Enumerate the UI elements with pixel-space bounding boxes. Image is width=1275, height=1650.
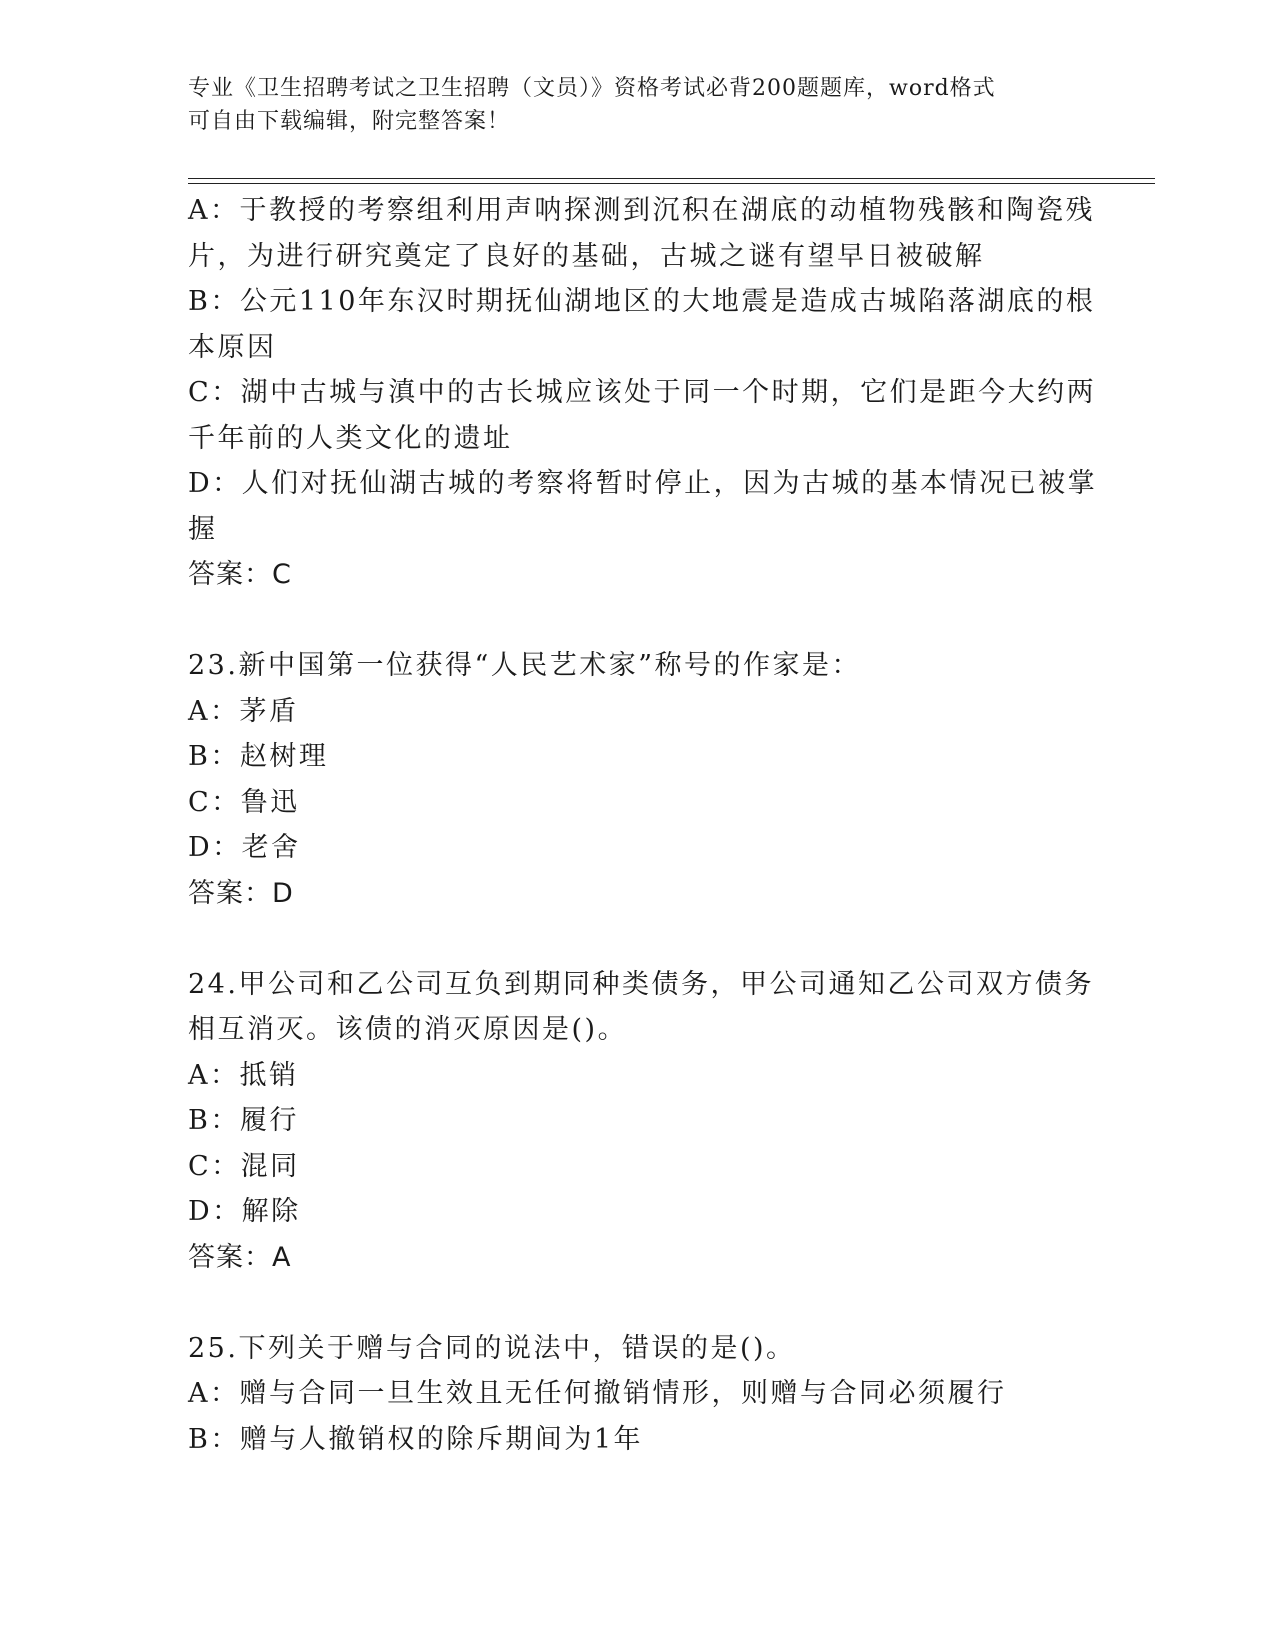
answer-23: 答案：D [188, 877, 294, 909]
question-stem-line-2: 相互消灭。该债的消灭原因是()。 [188, 1014, 628, 1045]
option-c-line-2: 千年前的人类文化的遗址 [188, 422, 513, 454]
option-c: C：混同 [188, 1150, 300, 1182]
spacer [188, 916, 1093, 962]
spacer [188, 1280, 1093, 1326]
header-line-2: 可自由下载编辑，附完整答案！ [188, 109, 511, 134]
option-b: B：赠与人撤销权的除斥期间为1年 [188, 1423, 644, 1455]
question-stem-line-1: 24.甲公司和乙公司互负到期同种类债务，甲公司通知乙公司双方债务 [188, 968, 1094, 1000]
question-22-options [188, 188, 1098, 598]
option-a: A：抵销 [188, 1059, 299, 1091]
option-c: C：鲁迅 [188, 786, 300, 818]
option-b-line-2: 本原因 [188, 331, 277, 363]
option-d-line-1: D：人们对抚仙湖古城的考察将暂时停止，因为古城的基本情况已被掌 [188, 468, 1098, 499]
option-b: B：履行 [188, 1105, 299, 1136]
question-stem: 23.新中国第一位获得“人民艺术家”称号的作家是： [188, 650, 862, 681]
option-a-line-1: A：于教授的考察组利用声呐探测到沉积在湖底的动植物残骸和陶瓷残 [188, 195, 1095, 226]
question-stem: 25.下列关于赠与合同的说法中，错误的是()。 [188, 1332, 796, 1364]
question-24 [188, 962, 1093, 1281]
question-25 [188, 1326, 1093, 1463]
answer-22: 答案：C [188, 559, 292, 590]
option-b: B：赵树理 [188, 741, 329, 772]
option-d-line-2: 握 [188, 513, 218, 545]
question-23 [188, 643, 1093, 916]
document-header [188, 72, 1088, 138]
option-a-line-2: 片，为进行研究奠定了良好的基础，古城之谜有望早日被破解 [188, 240, 985, 272]
option-d: D：解除 [188, 1196, 301, 1227]
document-body [188, 188, 1098, 1462]
option-c-line-1: C：湖中古城与滇中的古长城应该处于同一个时期，它们是距今大约两 [188, 377, 1097, 408]
option-d: D：老舍 [188, 832, 301, 863]
answer-24: 答案：A [188, 1241, 292, 1273]
header-divider-bottom [188, 183, 1155, 184]
spacer [188, 598, 1093, 644]
header-line-1: 专业《卫生招聘考试之卫生招聘（文员）》资格考试必背200题题库，word格式 [188, 76, 996, 101]
option-b-line-1: B：公元110年东汉时期抚仙湖地区的大地震是造成古城陷落湖底的根 [188, 286, 1096, 317]
header-divider-top [188, 178, 1155, 179]
option-a: A：赠与合同一旦生效且无任何撤销情形，则赠与合同必须履行 [188, 1378, 1007, 1409]
option-a: A：茅盾 [188, 695, 299, 727]
